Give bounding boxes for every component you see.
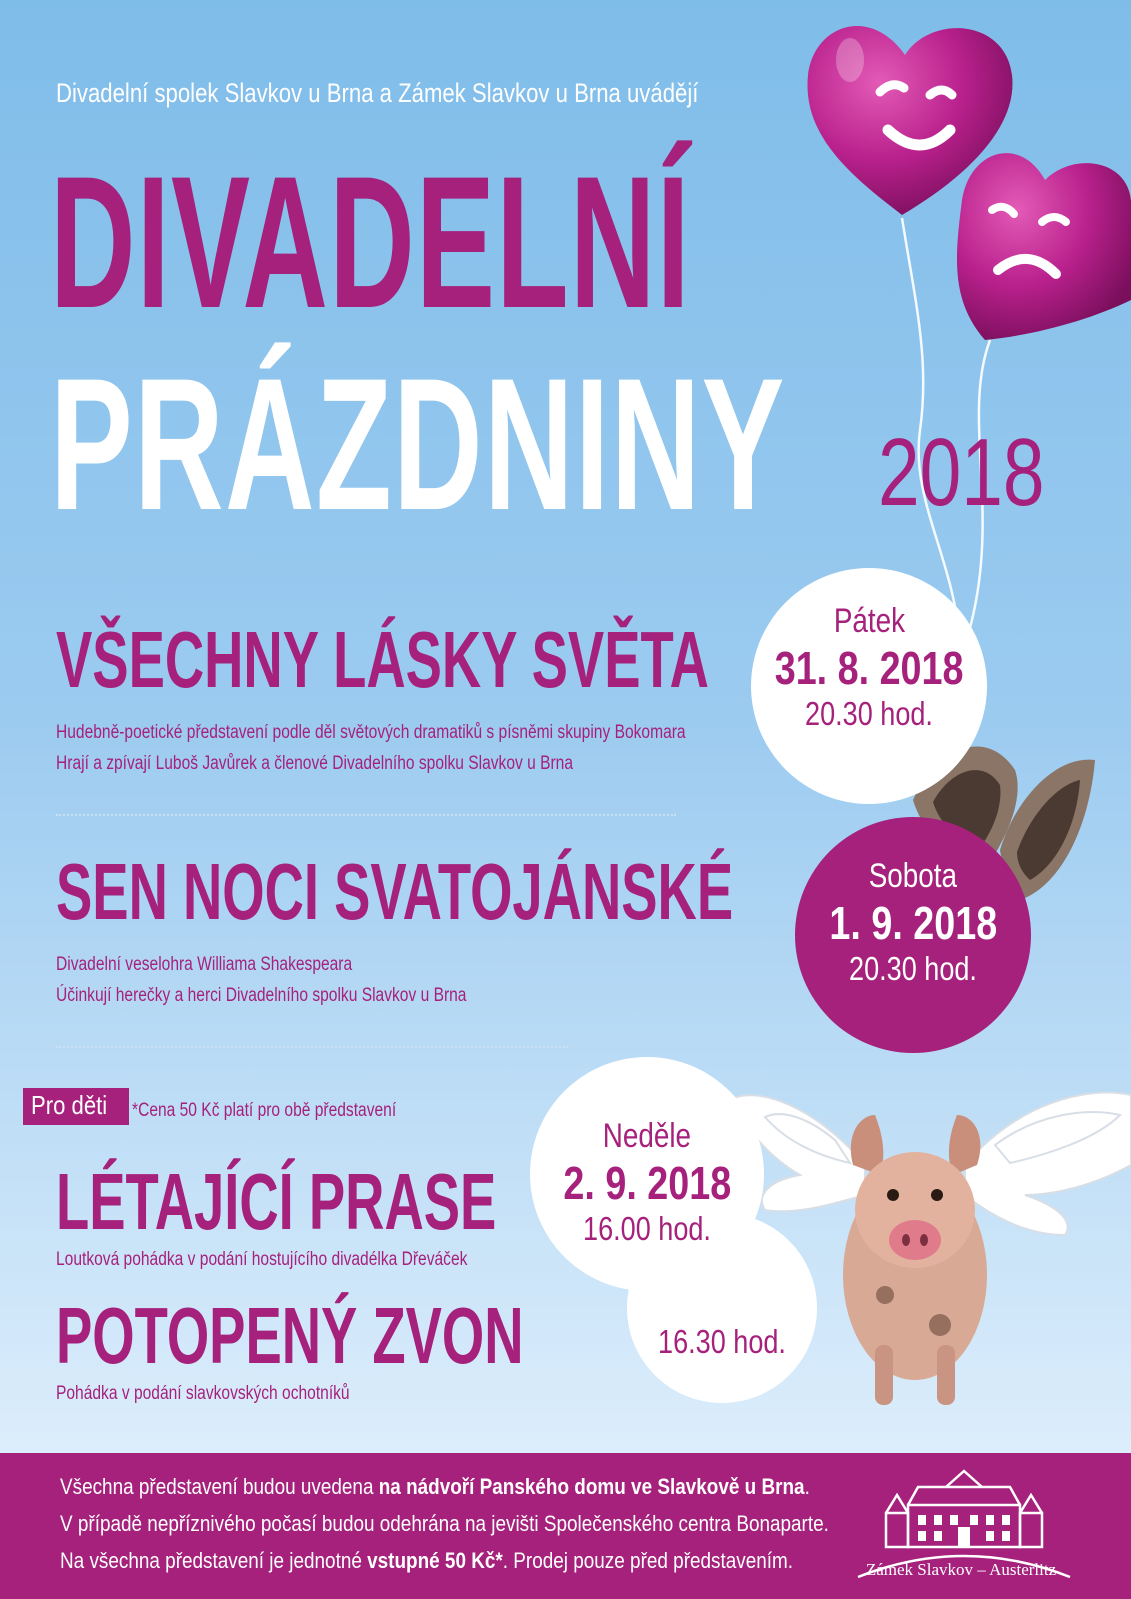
divider <box>56 814 676 816</box>
kids-badge: Pro děti <box>23 1088 129 1125</box>
show1-date-circle: Pátek 31. 8. 2018 20.30 hod. <box>751 568 987 804</box>
main-title-line1: DIVADELNÍ <box>50 137 691 347</box>
main-title-line2: PRÁZDNINY <box>50 339 786 549</box>
footer-line2: V případě nepříznivého počasí budou odehrána na jevišti Společenského centra Bonaparte. <box>60 1511 829 1536</box>
show2-date-circle: Sobota 1. 9. 2018 20.30 hod. <box>795 817 1031 1053</box>
footer-info <box>60 1468 954 1579</box>
show1-title: VŠECHNY LÁSKY SVĚTA <box>56 615 709 704</box>
show2-desc: Divadelní veselohra Williama Shakespeara Účinkují herečky a herci Divadelního spolku Slavkov u Brna <box>56 954 467 1007</box>
intro-text: Divadelní spolek Slavkov u Brna a Zámek Slavkov u Brna uvádějí <box>56 78 699 108</box>
logo-caption: Zámek Slavkov – Austerlitz <box>865 1560 1057 1579</box>
price-note: *Cena 50 Kč platí pro obě představení <box>132 1100 397 1121</box>
show1-desc: Hudebně-poetické představení podle děl světových dramatiků s písněmi skupiny Bokomara Hrají a zpívají Luboš Javůrek a členové Divadelního spolku Slavkov u Brna <box>56 722 686 775</box>
show2-title: SEN NOCI SVATOJÁNSKÉ <box>56 847 734 936</box>
kids-date-circle: Neděle 2. 9. 2018 16.00 hod. <box>530 1057 764 1291</box>
show4-desc: Pohádka v podání slavkovských ochotníků <box>56 1383 350 1404</box>
show3-title: LÉTAJÍCÍ PRASE <box>56 1157 497 1246</box>
show4-title: POTOPENÝ ZVON <box>56 1291 524 1380</box>
show4-time-circle: 16.30 hod. <box>627 1213 817 1403</box>
show3-desc: Loutková pohádka v podání hostujícího divadélka Dřeváček <box>56 1249 468 1270</box>
year-label: 2018 <box>878 419 1045 526</box>
footer-line1: Všechna představení budou uvedena na nádvoří Panského domu ve Slavkově u Brna. <box>60 1474 810 1499</box>
footer-line3: Na všechna představení je jednotné vstupné 50 Kč*. Prodej pouze před představením. <box>60 1548 794 1573</box>
divider <box>56 1046 568 1048</box>
